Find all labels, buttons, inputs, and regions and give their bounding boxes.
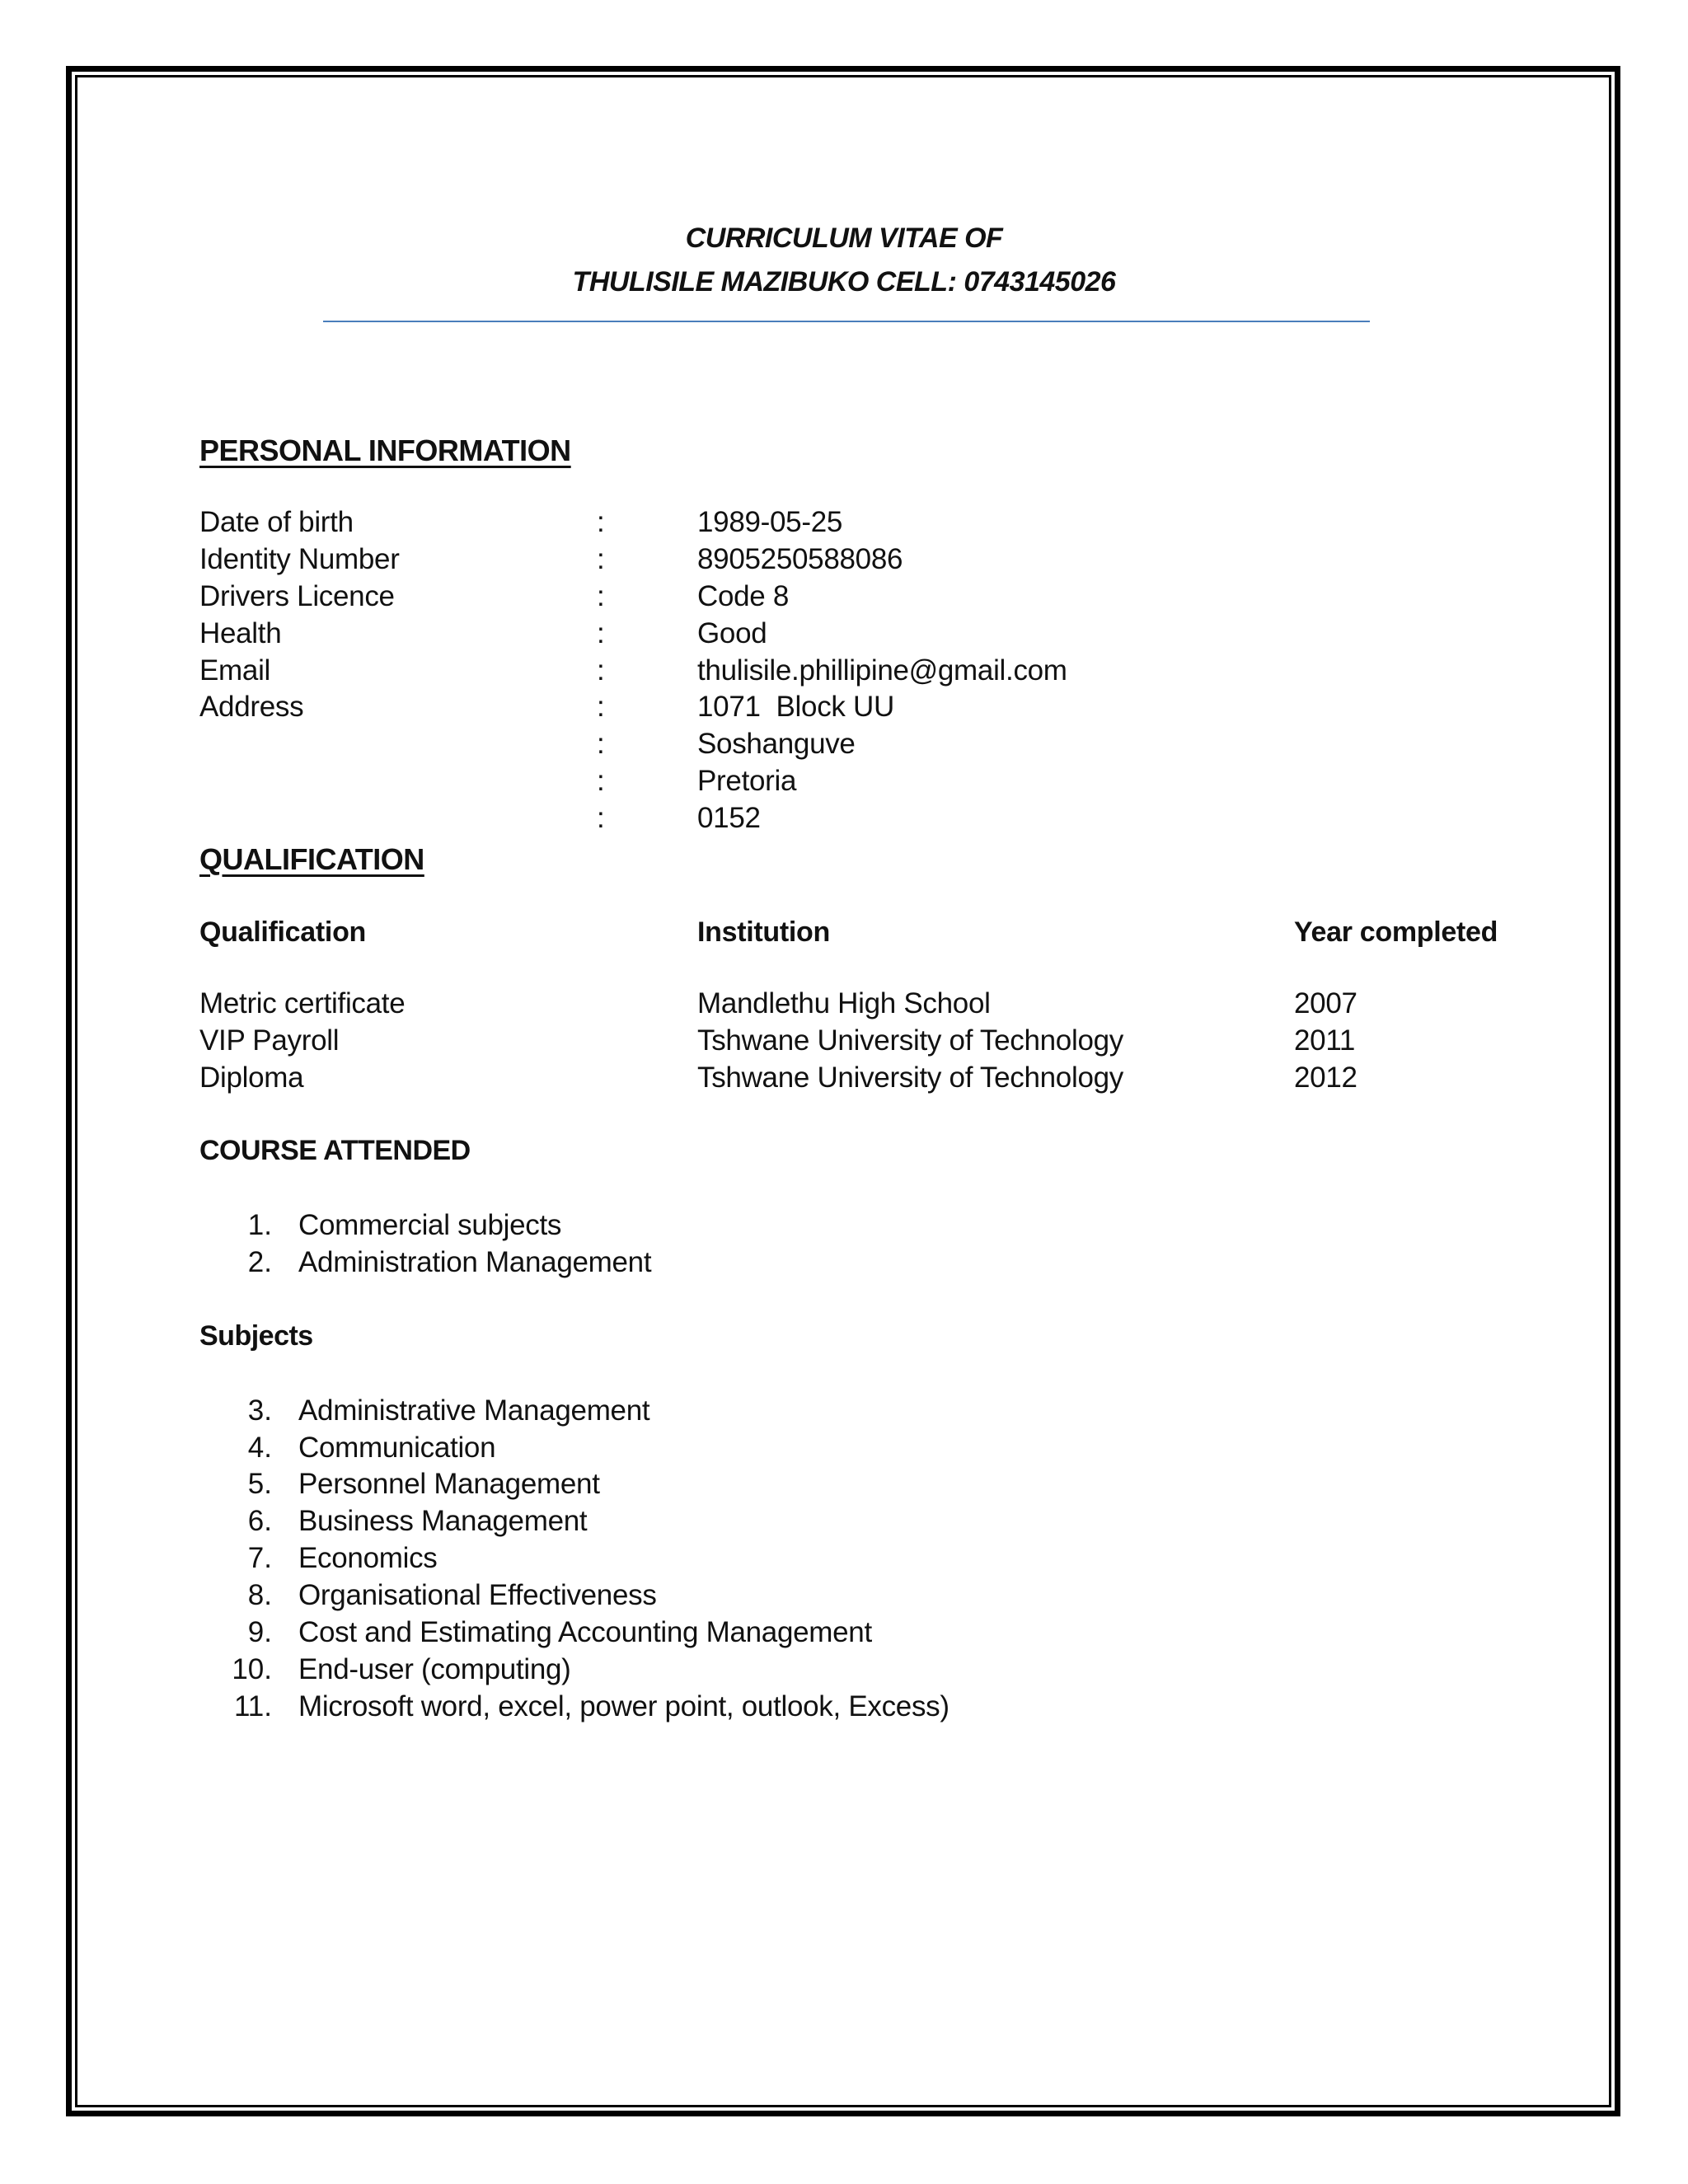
personal-label: Email bbox=[199, 654, 271, 687]
list-text: Administrative Management bbox=[298, 1394, 650, 1427]
column-header-institution: Institution bbox=[697, 916, 830, 948]
list-number: 11. bbox=[233, 1690, 272, 1722]
personal-colon: : bbox=[597, 617, 605, 649]
personal-label: Address bbox=[199, 691, 304, 723]
qualification-heading: QUALIFICATION bbox=[199, 842, 424, 876]
cv-title: CURRICULUM VITAE OF bbox=[685, 223, 1003, 254]
personal-label: Identity Number bbox=[199, 543, 400, 575]
title-divider bbox=[323, 321, 1370, 322]
year-completed: 2007 bbox=[1294, 987, 1357, 1019]
list-number: 1. bbox=[247, 1209, 272, 1241]
list-number: 5. bbox=[247, 1468, 272, 1500]
personal-colon: : bbox=[597, 691, 605, 723]
institution-name: Mandlethu High School bbox=[697, 987, 991, 1019]
qualification-name: Metric certificate bbox=[199, 987, 406, 1019]
institution-name: Tshwane University of Technology bbox=[697, 1024, 1123, 1057]
list-text: Business Management bbox=[298, 1505, 588, 1537]
email-value: thulisile.phillipine@gmail.com bbox=[697, 654, 1067, 687]
personal-colon: : bbox=[597, 654, 605, 687]
personal-colon: : bbox=[597, 543, 605, 575]
personal-colon: : bbox=[597, 580, 605, 612]
course-attended-heading: COURSE ATTENDED bbox=[199, 1135, 471, 1166]
cv-name-cell: THULISILE MAZIBUKO CELL: 0743145026 bbox=[572, 266, 1116, 298]
personal-value: 1989-05-25 bbox=[697, 506, 843, 538]
list-text: Organisational Effectiveness bbox=[298, 1579, 657, 1611]
personal-value: 8905250588086 bbox=[697, 543, 903, 575]
list-text: Personnel Management bbox=[298, 1468, 600, 1500]
list-number: 10. bbox=[232, 1653, 272, 1685]
list-text: End-user (computing) bbox=[298, 1653, 571, 1685]
personal-info-heading: PERSONAL INFORMATION bbox=[199, 434, 571, 467]
list-number: 4. bbox=[247, 1432, 272, 1464]
personal-label: Drivers Licence bbox=[199, 580, 395, 612]
personal-value: Code 8 bbox=[697, 580, 790, 612]
address-line: 0152 bbox=[697, 802, 761, 834]
year-completed: 2011 bbox=[1294, 1024, 1356, 1057]
address-line: Soshanguve bbox=[697, 728, 856, 760]
list-text: Cost and Estimating Accounting Management bbox=[298, 1616, 872, 1648]
list-text: Economics bbox=[298, 1542, 438, 1574]
personal-value: Good bbox=[697, 617, 767, 649]
qualification-name: VIP Payroll bbox=[199, 1024, 340, 1057]
column-header-qualification: Qualification bbox=[199, 916, 367, 948]
list-number: 9. bbox=[247, 1616, 272, 1648]
list-number: 2. bbox=[247, 1246, 272, 1278]
personal-label: Date of birth bbox=[199, 506, 354, 538]
list-text: Communication bbox=[298, 1432, 496, 1464]
list-number: 6. bbox=[247, 1505, 272, 1537]
address-line: Pretoria bbox=[697, 765, 797, 797]
year-completed: 2012 bbox=[1294, 1062, 1357, 1094]
personal-colon: : bbox=[597, 765, 605, 797]
personal-label: Health bbox=[199, 617, 282, 649]
personal-colon: : bbox=[597, 506, 605, 538]
list-number: 3. bbox=[247, 1394, 272, 1427]
list-number: 8. bbox=[247, 1579, 272, 1611]
list-text: Commercial subjects bbox=[298, 1209, 562, 1241]
personal-colon: : bbox=[597, 728, 605, 760]
list-text: Microsoft word, excel, power point, outlook, Excess) bbox=[298, 1690, 950, 1722]
list-text: Administration Management bbox=[298, 1246, 652, 1278]
institution-name: Tshwane University of Technology bbox=[697, 1062, 1123, 1094]
address-line: 1071 Block UU bbox=[697, 691, 894, 723]
list-number: 7. bbox=[247, 1542, 272, 1574]
personal-colon: : bbox=[597, 802, 605, 834]
column-header-year: Year completed bbox=[1294, 916, 1498, 948]
qualification-name: Diploma bbox=[199, 1062, 304, 1094]
subjects-heading: Subjects bbox=[199, 1320, 313, 1352]
